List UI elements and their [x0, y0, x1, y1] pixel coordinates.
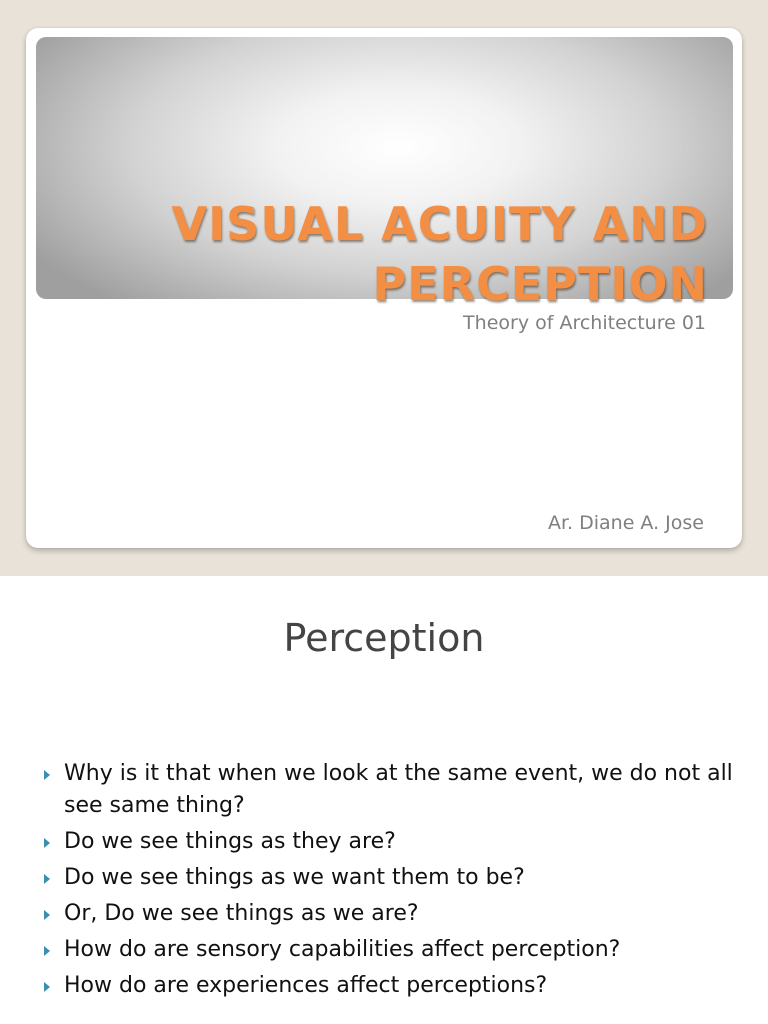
content-slide-title: Perception [283, 616, 485, 660]
slide-title [171, 194, 708, 314]
bullet-list [42, 758, 742, 1006]
bullet-item [42, 826, 742, 858]
triangle-bullet-icon [44, 838, 50, 848]
triangle-bullet-icon [44, 874, 50, 884]
bullet-text: How do are experiences affect perceptions? [64, 973, 548, 998]
content-slide [0, 576, 768, 1024]
bullet-text: Or, Do we see things as we are? [64, 901, 419, 926]
slide-author: Ar. Diane A. Jose [547, 512, 704, 534]
triangle-bullet-icon [44, 910, 50, 920]
bullet-item [42, 862, 742, 894]
bullet-item [42, 934, 742, 966]
bullet-item [42, 970, 742, 1002]
triangle-bullet-icon [44, 982, 50, 992]
bullet-text: How do are sensory capabilities affect perception? [64, 937, 621, 962]
title-slide-card [26, 28, 742, 548]
bullet-text: Why is it that when we look at the same event, we do not all see same thing? [64, 761, 733, 818]
bullet-item [42, 898, 742, 930]
bullet-item [42, 758, 742, 822]
triangle-bullet-icon [44, 770, 50, 780]
bullet-text: Do we see things as they are? [64, 829, 396, 854]
bullet-text: Do we see things as we want them to be? [64, 865, 525, 890]
slide-subtitle: Theory of Architecture 01 [463, 312, 706, 334]
slide-title-line-1: VISUAL ACUITY AND [171, 197, 708, 251]
slide-title-line-2: PERCEPTION [372, 257, 708, 311]
triangle-bullet-icon [44, 946, 50, 956]
